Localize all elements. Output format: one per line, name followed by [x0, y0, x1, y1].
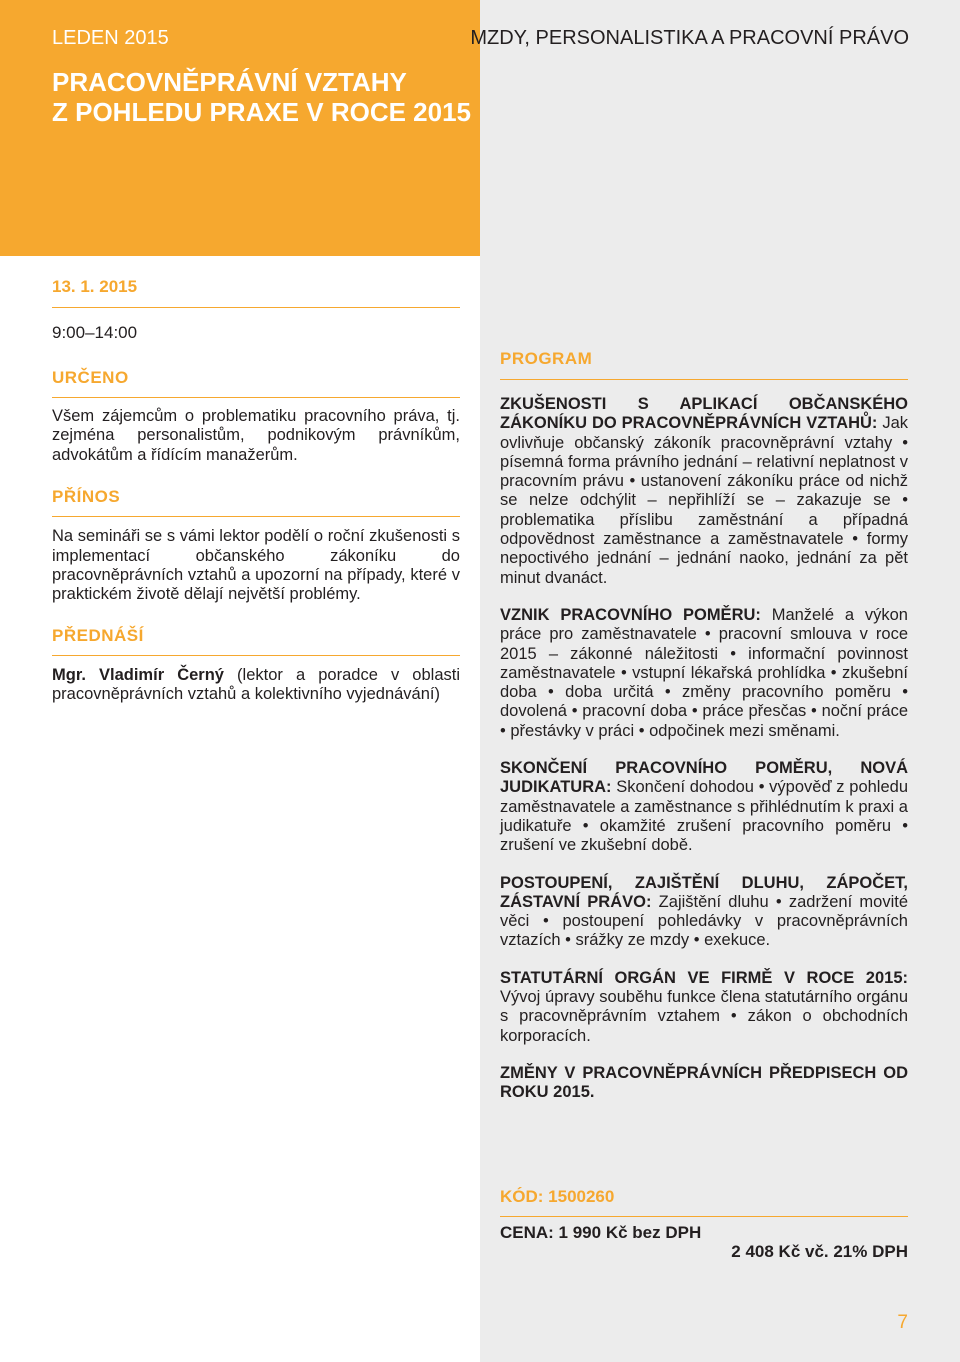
- program-divider: [500, 379, 908, 380]
- program-block-title: ZMĚNY V PRACOVNĚPRÁVNÍCH PŘEDPISECH OD ROKU 2015.: [500, 1063, 908, 1102]
- program-block-title: POSTOUPENÍ, ZAJIŠTĚNÍ DLUHU, ZÁPOČET, ZÁSTAVNÍ PRÁVO:: [500, 873, 908, 911]
- program-block: [500, 606, 908, 741]
- program-heading: PROGRAM: [500, 349, 593, 368]
- prinos-divider: [52, 516, 460, 517]
- program-block-text: Manželé a výkon práce pro zaměstnavatele • pracovní smlouva v roce 2015 – zákonné náležitosti • informační povinnost zaměstnavatele • vstupní lékařská prohlídka • zkušební doba • doba určitá • změny pracovního poměru • dovolená • pracovní doba • práce přesčas • noční práce • přestávky v práci • odpočinek mezi směnami.: [500, 605, 908, 740]
- page-title: [52, 67, 471, 127]
- left-column: [52, 276, 460, 705]
- prednasi-heading: PŘEDNÁŠÍ: [52, 625, 144, 645]
- page-number: 7: [897, 1312, 908, 1333]
- prednasi-divider: [52, 655, 460, 656]
- course-code: KÓD: 1500260: [500, 1187, 615, 1206]
- issue-date: LEDEN 2015: [52, 27, 169, 49]
- program-column: [500, 348, 908, 1103]
- lecturer-info: [52, 666, 460, 705]
- lecturer-description: (lektor a poradce v oblasti pracovněprávních vztahů a kolektivního vyjednávání): [52, 665, 460, 704]
- prinos-heading: PŘÍNOS: [52, 487, 121, 507]
- program-block-title: SKONČENÍ PRACOVNÍHO POMĚRU, NOVÁ JUDIKATURA:: [500, 759, 908, 797]
- program-block: [500, 395, 908, 588]
- program-block: [500, 969, 908, 1046]
- date-divider: [52, 307, 460, 308]
- price-without-vat: CENA: 1 990 Kč bez DPH: [500, 1223, 702, 1242]
- title-line-1: PRACOVNĚPRÁVNÍ VZTAHY: [52, 67, 407, 97]
- urceno-heading: URČENO: [52, 368, 129, 387]
- section-title: MZDY, PERSONALISTIKA A PRACOVNÍ PRÁVO: [470, 27, 909, 49]
- program-block-text: Jak ovlivňuje občanský zákoník pracovněprávní vztahy • písemná forma právního jednání – relativní neplatnost v pracovním právu • ustanovení zákoníku práce od nichž se nelze odchýlit – nepřihlíží se – zakazuje se • problematika příslibu zaměstnání a případná odpovědnost zaměstnance a zaměstnavatele • formy nepoctivého jednání – jednání naoko, jednání za pět minut dvanáct.: [500, 414, 909, 587]
- program-block: [500, 1064, 908, 1103]
- event-date: 13. 1. 2015: [52, 277, 138, 296]
- program-block-title: STATUTÁRNÍ ORGÁN VE FIRMĚ V ROCE 2015:: [500, 968, 908, 987]
- title-line-2: Z POHLEDU PRAXE V ROCE 2015: [52, 97, 471, 127]
- urceno-text: Všem zájemcům o problematiku pracovního práva, tj. zejména personalistům, podnikovým právníkům, advokátům a řídícím manažerům.: [52, 407, 460, 464]
- program-block-title: VZNIK PRACOVNÍHO POMĚRU:: [500, 605, 761, 624]
- program-block: [500, 874, 908, 951]
- event-time: 9:00–14:00: [52, 323, 138, 342]
- price-with-vat: 2 408 Kč vč. 21% DPH: [731, 1242, 908, 1261]
- program-block-text: Skončení dohodou • výpověď z pohledu zaměstnavatele a zaměstnance s přihlédnutím k praxi a judikatuře • okamžité zrušení pracovního poměru • zrušení ve zkušební době.: [500, 778, 908, 855]
- lecturer-name: Mgr. Vladimír Černý: [52, 665, 224, 684]
- program-block: [500, 759, 908, 855]
- program-block-title: ZKUŠENOSTI S APLIKACÍ OBČANSKÉHO ZÁKONÍKU DO PRACOVNĚPRÁVNÍCH VZTAHŮ:: [500, 395, 908, 433]
- price-divider: [500, 1216, 908, 1217]
- prinos-text: Na semináři se s vámi lektor podělí o roční zkušenosti s implementací občanského zákoníku do pracovněprávních vztahů a upozorní na případy, které v praktickém životě dělají největší problémy.: [52, 527, 460, 604]
- program-block-text: Vývoj úpravy souběhu funkce člena statutárního orgánu s pracovněprávním vztahem • zákon o obchodních korporacích.: [500, 988, 908, 1045]
- urceno-divider: [52, 397, 460, 398]
- program-block-text: Zajištění dluhu • zadržení movité věci • postoupení pohledávky v pracovněprávních vztazích • srážky ze mzdy • exekuce.: [500, 892, 908, 950]
